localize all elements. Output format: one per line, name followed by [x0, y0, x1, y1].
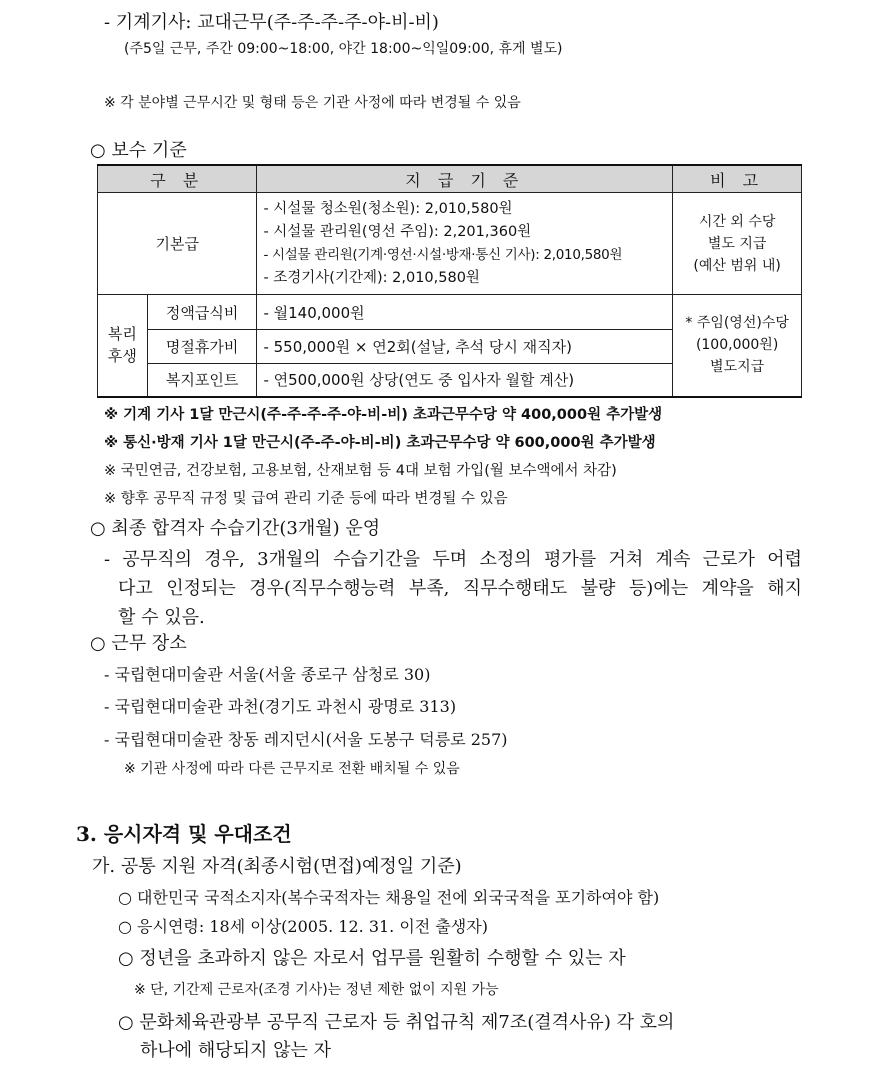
remark-line: * 주임(영선)수당: [685, 315, 789, 332]
header-criteria: 지 급 기 준: [257, 165, 673, 193]
probation-text: 다고 인정되는 경우(직무수행능력 부족, 직무수행태도 불량 등)에는 계약을 해지: [118, 578, 802, 599]
welfare-label-line: 후생: [107, 347, 137, 366]
welfare-value: - 월140,000원: [257, 295, 673, 330]
probation-text: 할 수 있음.: [118, 607, 205, 628]
shift-note: ※ 각 분야별 근무시간 및 형태 등은 기관 사정에 따라 변경될 수 있음: [104, 95, 521, 111]
remark-line: 시간 외 수당: [698, 213, 776, 230]
location-item: - 국립현대미술관 과천(경기도 과천시 광명로 313): [104, 697, 457, 716]
qualification-note: ※ 단, 기간제 근로자(조경 기사)는 정년 제한 없이 지원 가능: [134, 982, 499, 998]
location-note: ※ 기관 사정에 따라 다른 근무지로 전환 배치될 수 있음: [124, 761, 460, 777]
section-title: 3. 응시자격 및 우대조건: [76, 822, 292, 846]
base-pay-item: - 시설물 청소원(청소원): 2,010,580원: [263, 200, 513, 217]
welfare-row: [98, 295, 802, 330]
welfare-label: [98, 295, 148, 397]
regulation-note: ※ 향후 공무직 규정 및 급여 관리 기준 등에 따라 변경될 수 있음: [104, 491, 508, 507]
shift-detail: (주5일 근무, 주간 09:00~18:00, 야간 18:00~익일09:00, 휴게 별도): [124, 41, 563, 57]
welfare-value: - 연500,000원 상당(연도 중 입사자 월할 계산): [257, 364, 673, 397]
location-item: - 국립현대미술관 서울(서울 종로구 삼청로 30): [104, 665, 431, 684]
base-pay-list: [257, 193, 673, 295]
remark-line: 별도 지급: [707, 235, 767, 252]
welfare-remark: [673, 295, 802, 397]
pay-heading: ○ 보수 기준: [90, 140, 187, 161]
section-subtitle: 가. 공통 지원 자격(최종시험(면접)예정일 기준): [92, 856, 462, 877]
location-heading: ○ 근무 장소: [90, 633, 187, 654]
pay-table-header-row: [98, 165, 802, 193]
welfare-label-line: 복리: [107, 325, 137, 344]
probation-heading: ○ 최종 합격자 수습기간(3개월) 운영: [90, 518, 381, 539]
pay-table: [97, 164, 802, 398]
remark-line: (예산 범위 내): [693, 257, 781, 274]
insurance-note: ※ 국민연금, 건강보험, 고용보험, 산재보험 등 4대 보험 가입(월 보수액에서 차감): [104, 463, 617, 479]
header-category: 구 분: [98, 165, 257, 193]
base-pay-row: [98, 193, 802, 295]
base-pay-remark: [673, 193, 802, 295]
qualification-item: ○ 정년을 초과하지 않은 자로서 업무를 원활히 수행할 수 있는 자: [118, 948, 626, 969]
probation-text: - 공무직의 경우, 3개월의 수습기간을 두며 소정의 평가를 거쳐 계속 근로가 어렵: [104, 549, 802, 570]
overtime-note: ※ 통신·방재 기사 1달 만근시(주-주-야-비-비) 초과근무수당 약 600,000원 추가발생: [104, 435, 656, 451]
remark-line: (100,000원): [695, 337, 779, 354]
qualification-item-cont: 하나에 해당되지 않는 자: [140, 1040, 332, 1061]
qualification-item: ○ 대한민국 국적소지자(복수국적자는 채용일 전에 외국국적을 포기하여야 함): [118, 888, 660, 907]
base-pay-item: - 시설물 관리원(영선 주임): 2,201,360원: [263, 223, 532, 240]
welfare-name: 복지포인트: [147, 364, 257, 397]
welfare-name: 명절휴가비: [147, 330, 257, 364]
location-item: - 국립현대미술관 창동 레지던시(서울 도봉구 덕릉로 257): [104, 730, 508, 749]
qualification-item: ○ 문화체육관광부 공무직 근로자 등 취업규칙 제7조(결격사유) 각 호의: [118, 1012, 675, 1033]
base-pay-item: - 조경기사(기간제): 2,010,580원: [263, 269, 480, 286]
base-pay-item: - 시설물 관리원(기계·영선·시설·방재·통신 기사): 2,010,580원: [263, 246, 623, 263]
header-remark: 비 고: [673, 165, 802, 193]
remark-line: 별도지급: [710, 359, 765, 376]
qualification-item: ○ 응시연령: 18세 이상(2005. 12. 31. 이전 출생자): [118, 917, 488, 936]
shift-line: - 기계기사: 교대근무(주-주-주-주-야-비-비): [104, 12, 439, 33]
overtime-note: ※ 기계 기사 1달 만근시(주-주-주-주-야-비-비) 초과근무수당 약 400,000원 추가발생: [104, 407, 663, 423]
welfare-name: 정액급식비: [147, 295, 257, 330]
welfare-value: - 550,000원 × 연2회(설날, 추석 당시 재직자): [257, 330, 673, 364]
base-pay-label: 기본급: [98, 193, 257, 295]
